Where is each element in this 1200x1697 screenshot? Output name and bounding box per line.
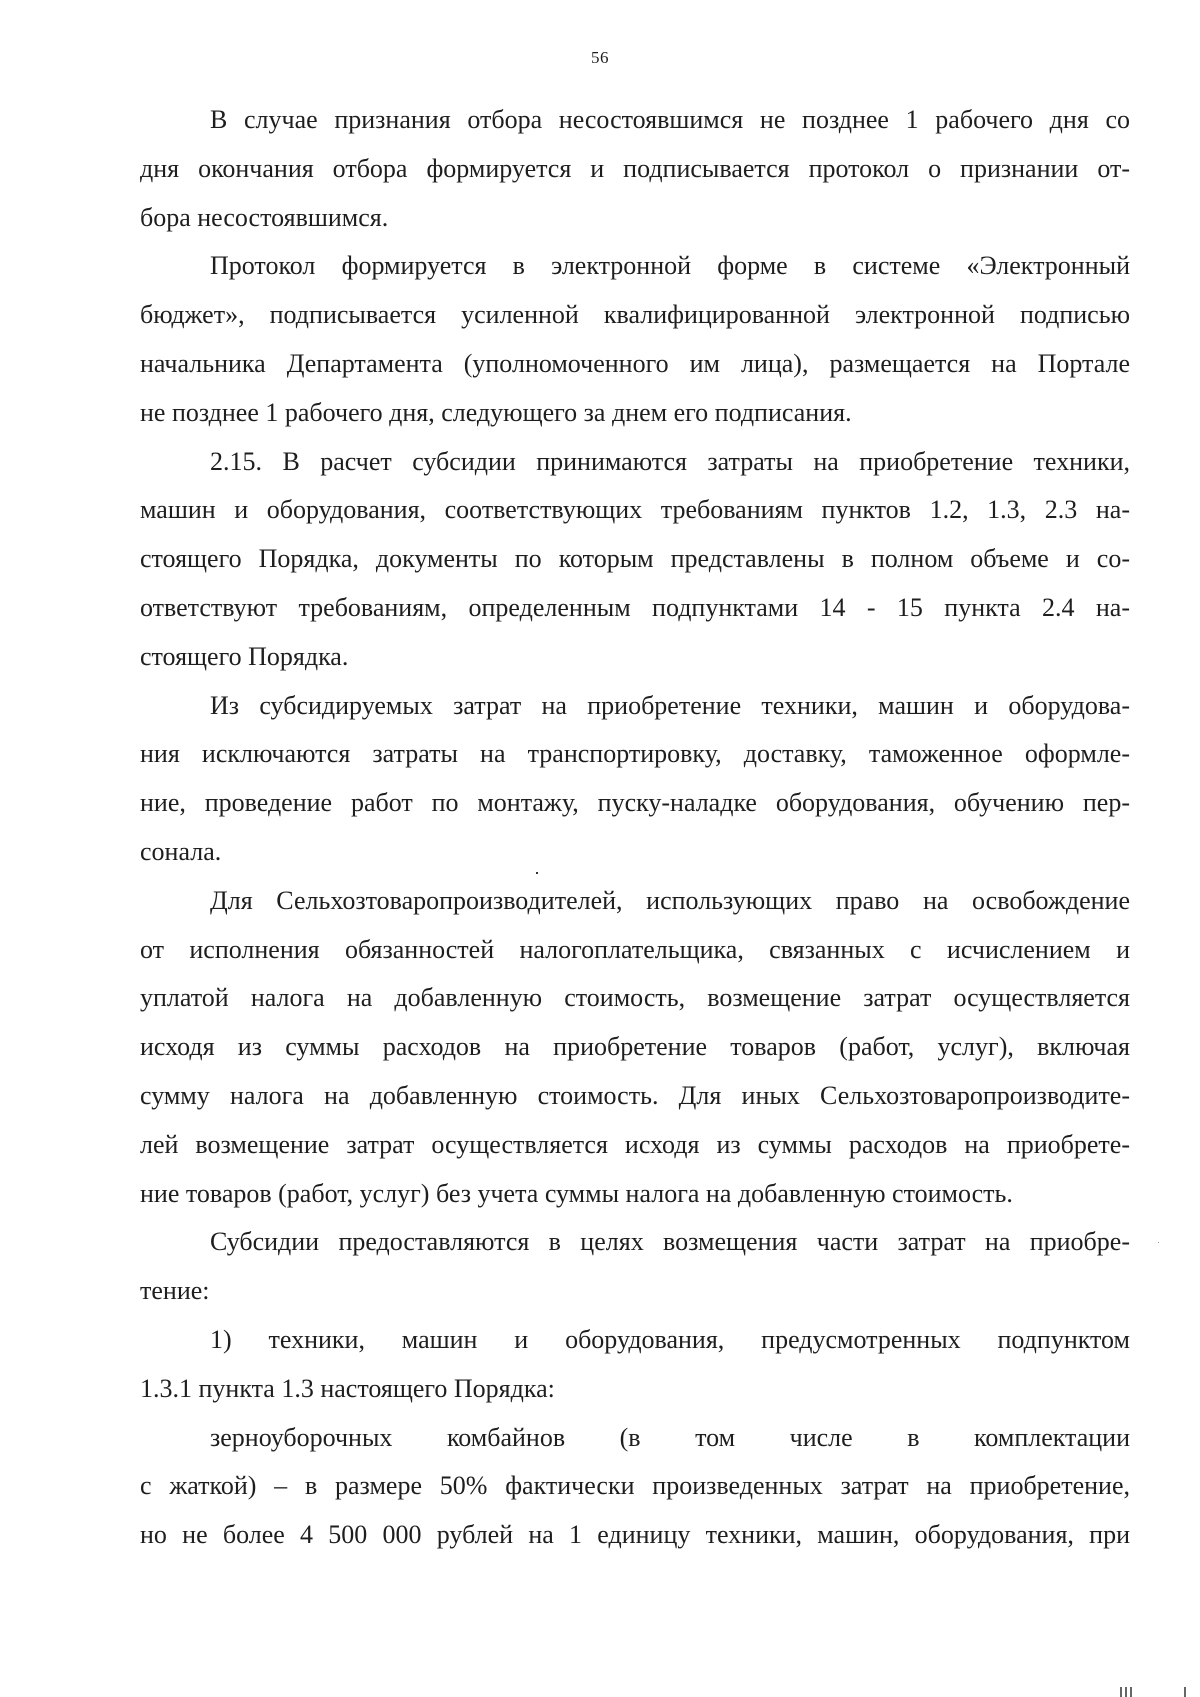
text-line: стоящего Порядка, документы по которым представлены в полном объеме и со- — [140, 544, 1130, 574]
text-line: 1.3.1 пункта 1.3 настоящего Порядка: — [140, 1373, 555, 1403]
paragraph — [140, 1316, 1130, 1414]
text-line: исходя из суммы расходов на приобретение товаров (работ, услуг), включая — [140, 1032, 1130, 1062]
text-line: бюджет», подписывается усиленной квалифицированной электронной подписью — [140, 300, 1130, 330]
text-line: ние, проведение работ по монтажу, пуску-наладке оборудования, обучению пер- — [140, 788, 1130, 818]
text-line: 1) техники, машин и оборудования, предусмотренных подпунктом — [210, 1324, 1130, 1354]
paragraph — [140, 682, 1130, 877]
text-line: уплатой налога на добавленную стоимость, возмещение затрат осуществляется — [140, 983, 1130, 1013]
text-line: машин и оборудования, соответствующих требованиям пунктов 1.2, 1.3, 2.3 на- — [140, 495, 1130, 525]
paragraph — [140, 877, 1130, 1219]
text-line: тение: — [140, 1276, 210, 1306]
text-line: с жаткой) – в размере 50% фактически произведенных затрат на приобретение, — [140, 1471, 1130, 1501]
text-line: бора несостоявшимся. — [140, 202, 389, 232]
text-line: начальника Департамента (уполномоченного им лица), размещается на Портале — [140, 348, 1130, 378]
text-line: Протокол формируется в электронной форме в системе «Электронный — [210, 251, 1130, 281]
text-line: ответствуют требованиям, определенным подпунктами 14 - 15 пункта 2.4 на- — [140, 592, 1130, 622]
text-line: не позднее 1 рабочего дня, следующего за днем его подписания. — [140, 397, 852, 427]
text-line: 2.15. В расчет субсидии принимаются затраты на приобретение техники, — [210, 446, 1130, 476]
text-line: стоящего Порядка. — [140, 641, 349, 671]
text-line: от исполнения обязанностей налогоплательщика, связанных с исчислением и — [140, 934, 1130, 964]
text-line: сонала. — [140, 836, 222, 866]
text-line: но не более 4 500 000 рублей на 1 единицу техники, машин, оборудования, при — [140, 1520, 1130, 1550]
paragraph — [140, 1218, 1130, 1316]
text-line: зерноуборочных комбайнов (в том числе в комплектации — [210, 1422, 1130, 1452]
text-line: сумму налога на добавленную стоимость. Для иных Сельхозтоваропроизводите- — [140, 1080, 1130, 1110]
paragraph — [140, 242, 1130, 437]
text-line: Субсидии предоставляются в целях возмещения части затрат на приобре- — [210, 1227, 1130, 1257]
paragraph — [140, 1414, 1130, 1560]
scan-speck — [1158, 1242, 1159, 1243]
scan-edge-marks — [1120, 1683, 1200, 1697]
text-line: В случае признания отбора несостоявшимся не позднее 1 рабочего дня со — [210, 105, 1130, 134]
text-line: лей возмещение затрат осуществляется исходя из суммы расходов на приобрете- — [140, 1129, 1130, 1159]
text-line: дня окончания отбора формируется и подписывается протокол о признании от- — [140, 153, 1130, 183]
text-line: ния исключаются затраты на транспортировку, доставку, таможенное оформле- — [140, 739, 1130, 769]
paragraph — [140, 96, 1130, 242]
paragraph — [140, 438, 1130, 682]
page-number: 56 — [591, 48, 609, 67]
text-line: ние товаров (работ, услуг) без учета суммы налога на добавленную стоимость. — [140, 1178, 1013, 1208]
text-line: Для Сельхозтоваропроизводителей, использующих право на освобождение — [210, 885, 1130, 915]
body-text — [140, 96, 1130, 1560]
scan-speck — [536, 872, 538, 874]
text-line: Из субсидируемых затрат на приобретение техники, машин и оборудова- — [210, 690, 1130, 720]
